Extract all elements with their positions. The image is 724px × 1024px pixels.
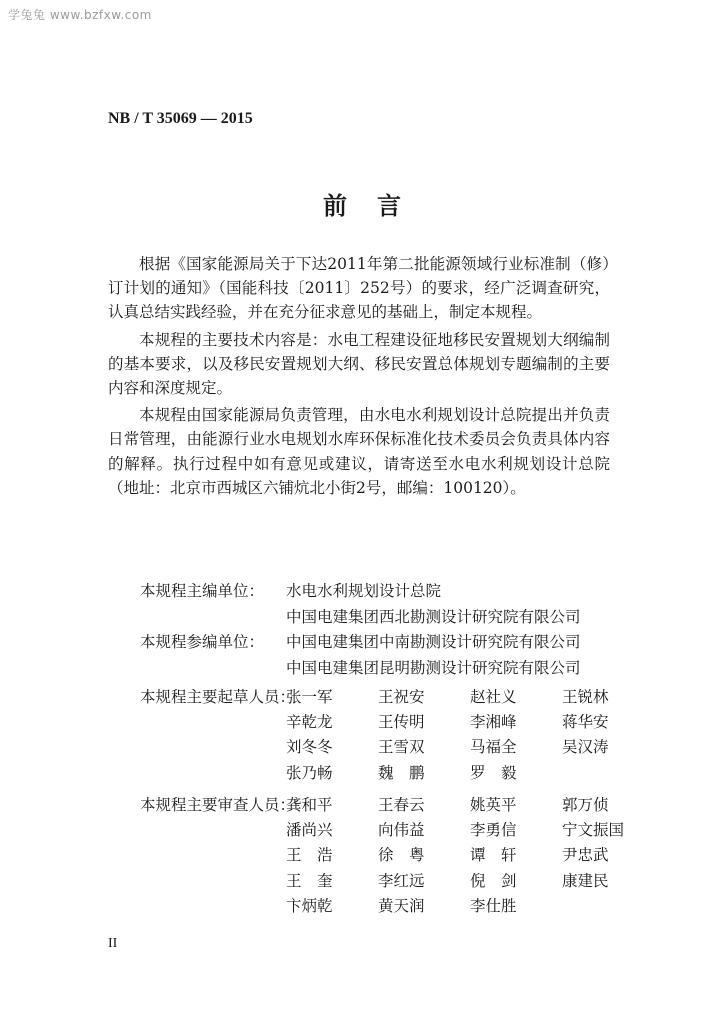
chief-editor-unit: 水电水利规划设计总院 bbox=[286, 582, 442, 600]
person-name: 王锐林 bbox=[562, 688, 609, 706]
person-name: 李勇信 bbox=[470, 821, 517, 840]
participating-row bbox=[140, 630, 581, 681]
page-title: 前言 bbox=[323, 191, 431, 220]
person-name: 姚英平 bbox=[470, 796, 517, 814]
person-name: 徐 粤 bbox=[378, 846, 425, 865]
chief-editor-row bbox=[140, 579, 581, 630]
units-list bbox=[140, 579, 581, 681]
person-name: 龚和平 bbox=[286, 796, 333, 814]
person-name: 张一军 bbox=[286, 688, 333, 706]
person-name: 罗 毅 bbox=[470, 763, 517, 782]
person-name: 李红远 bbox=[378, 871, 425, 890]
paragraph: 本规程的主要技术内容是：水电工程建设征地移民安置规划大纲编制的基本要求，以及移民安置规划大纲、移民安置总体规划专题编制的主要内容和深度规定。 bbox=[108, 330, 610, 398]
name-row bbox=[286, 818, 654, 843]
person-name: 潘尚兴 bbox=[286, 821, 333, 840]
person-name: 李仕胜 bbox=[470, 896, 517, 915]
drafters-label: 本规程主要起草人员： bbox=[140, 688, 296, 706]
person-name: 李湘峰 bbox=[470, 713, 517, 732]
chief-editor-unit: 中国电建集团西北勘测设计研究院有限公司 bbox=[286, 607, 581, 626]
person-name: 尹忠武 bbox=[562, 846, 609, 865]
person-name bbox=[562, 894, 654, 919]
person-name: 张乃畅 bbox=[286, 763, 333, 782]
paragraph: 根据《国家能源局关于下达2011年第二批能源领域行业标准制（修）订计划的通知》（国能科技〔2011〕252号）的要求，经广泛调查研究，认真总结实践经验，并在充分征求意见的基础上，制定本规程。 bbox=[108, 255, 610, 322]
person-name: 刘冬冬 bbox=[286, 738, 333, 757]
paragraph: 本规程由国家能源局负责管理，由水电水利规划设计总院提出并负责日常管理，由能源行业水电规划水库环保标准化技术委员会负责具体内容的解释。执行过程中如有意见或建议，请寄送至水电水利规划设计总院（地址：北京市西城区六铺炕北小街2号，邮编：100120）。 bbox=[108, 406, 610, 497]
name-row bbox=[286, 735, 654, 760]
person-name: 马福全 bbox=[470, 738, 517, 757]
name-row bbox=[286, 793, 654, 818]
participating-unit: 中国电建集团中南勘测设计研究院有限公司 bbox=[286, 633, 581, 651]
person-name: 王传明 bbox=[378, 713, 425, 732]
chief-editor-label: 本规程主编单位： bbox=[140, 582, 265, 600]
person-name: 谭 轩 bbox=[470, 846, 517, 865]
person-name: 魏 鹏 bbox=[378, 763, 425, 782]
person-name: 王雪双 bbox=[378, 738, 425, 757]
person-name: 康建民 bbox=[562, 871, 609, 890]
name-row bbox=[286, 685, 654, 710]
person-name: 卞炳乾 bbox=[286, 896, 333, 915]
name-row bbox=[286, 761, 654, 786]
watermark: 学兔兔 www.bzfxw.com bbox=[8, 8, 152, 22]
person-name: 赵社义 bbox=[470, 688, 517, 706]
reviewers-names bbox=[286, 793, 654, 919]
person-name: 倪 剑 bbox=[470, 871, 517, 890]
name-row bbox=[286, 843, 654, 868]
page-number: II bbox=[108, 936, 118, 951]
person-name: 辛乾龙 bbox=[286, 713, 333, 732]
person-name bbox=[562, 761, 654, 786]
drafters-names bbox=[286, 685, 654, 786]
person-name: 吴汉涛 bbox=[562, 738, 609, 757]
person-name: 王春云 bbox=[378, 796, 425, 814]
person-name: 王 浩 bbox=[286, 846, 333, 865]
participating-unit: 中国电建集团昆明勘测设计研究院有限公司 bbox=[286, 658, 581, 677]
person-name: 王 奎 bbox=[286, 871, 333, 890]
person-name: 王祝安 bbox=[378, 688, 425, 706]
person-name: 蒋华安 bbox=[562, 713, 609, 732]
name-row bbox=[286, 869, 654, 894]
reviewers-label: 本规程主要审查人员： bbox=[140, 796, 296, 814]
name-row bbox=[286, 894, 654, 919]
person-name: 黄天润 bbox=[378, 896, 425, 915]
name-row bbox=[286, 710, 654, 735]
standard-code: NB / T 35069 — 2015 bbox=[108, 110, 253, 127]
person-name: 郭万侦 bbox=[562, 796, 609, 814]
preface-body bbox=[108, 252, 610, 503]
participating-label: 本规程参编单位： bbox=[140, 633, 265, 651]
person-name: 向伟益 bbox=[378, 821, 425, 840]
person-name: 宁文振国 bbox=[562, 821, 625, 840]
